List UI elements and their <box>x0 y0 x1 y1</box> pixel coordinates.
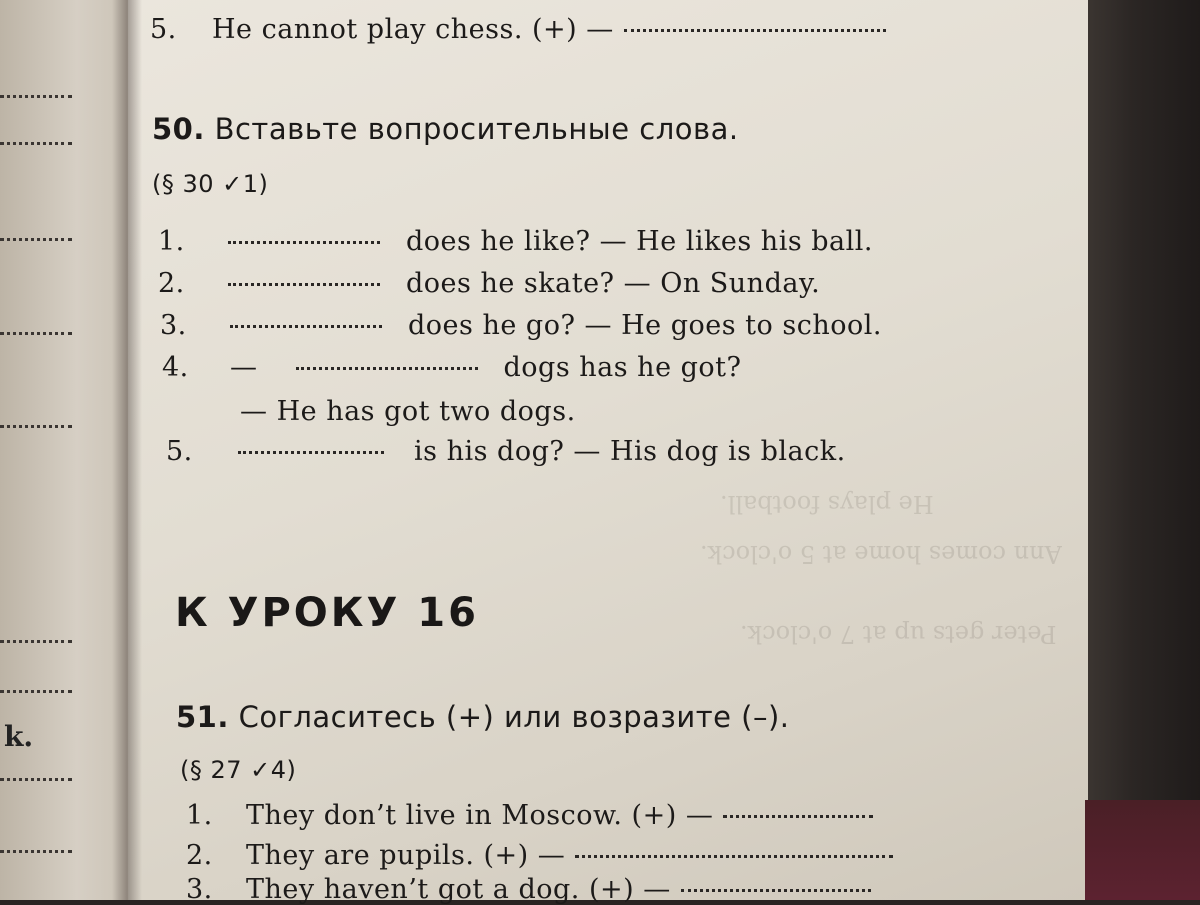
exercise-item <box>186 800 883 831</box>
item-number: 3. <box>160 310 187 341</box>
top-line <box>150 14 896 45</box>
exercise-item <box>186 874 881 905</box>
exercise-item <box>186 840 903 871</box>
left-dotted-line <box>0 238 72 241</box>
left-dotted-line <box>0 850 72 853</box>
show-through-text: Peter gets up at 7 o'clock. <box>740 620 1057 648</box>
item-number: 2. <box>158 268 185 299</box>
item-text: He cannot play chess. (+) — <box>212 14 614 45</box>
left-dotted-line <box>0 425 72 428</box>
item-text: dogs has he got? <box>503 352 742 383</box>
left-page-fragment: k. <box>4 720 34 753</box>
item-text: They don’t live in Moscow. (+) — <box>246 800 714 831</box>
exercise-item <box>166 436 846 467</box>
left-dotted-line <box>0 95 72 98</box>
item-number: 1. <box>158 226 185 257</box>
exercise-item <box>158 268 820 299</box>
exercise-item <box>158 226 873 257</box>
left-dotted-line <box>0 332 72 335</box>
answer-blank[interactable] <box>228 283 380 286</box>
lesson-heading: К УРОКУ 16 <box>175 590 479 636</box>
exercise-reference: (§ 27 ✓4) <box>180 756 297 784</box>
item-number: 5. <box>166 436 193 467</box>
left-dotted-line <box>0 778 72 781</box>
item-text: does he like? — He likes his ball. <box>406 226 874 257</box>
answer-blank[interactable] <box>624 29 886 32</box>
left-dotted-line <box>0 690 72 693</box>
show-through-text: He plays football. <box>720 490 934 518</box>
exercise-instruction: Вставьте вопросительные слова. <box>214 112 739 146</box>
answer-blank[interactable] <box>228 241 380 244</box>
answer-blank[interactable] <box>230 325 382 328</box>
item-number: 2. <box>186 840 213 871</box>
item-text: does he go? — He goes to school. <box>408 310 882 341</box>
answer-blank[interactable] <box>296 367 478 370</box>
item-text: is his dog? — His dog is black. <box>414 436 846 467</box>
show-through-text: Ann comes home at 5 o'clock. <box>700 540 1062 568</box>
item-number: 5. <box>150 14 177 45</box>
exercise-51-title <box>176 700 790 734</box>
exercise-number: 50. <box>152 112 205 146</box>
item-text: does he skate? — On Sunday. <box>406 268 821 299</box>
exercise-item <box>162 352 742 383</box>
item-text: They haven’t got a dog. (+) — <box>246 874 671 905</box>
left-dotted-line <box>0 640 72 643</box>
exercise-number: 51. <box>176 700 229 734</box>
left-dotted-line <box>0 142 72 145</box>
exercise-instruction: Согласитесь (+) или возразите (–). <box>238 700 790 734</box>
item-number: 3. <box>186 874 213 905</box>
item-number: 4. <box>162 352 189 383</box>
item-text: They are pupils. (+) — <box>246 840 566 871</box>
answer-blank[interactable] <box>681 889 871 892</box>
item-dash: — <box>230 352 258 383</box>
item-number: 1. <box>186 800 213 831</box>
exercise-item <box>160 310 882 341</box>
exercise-reference: (§ 30 ✓1) <box>152 170 269 198</box>
answer-blank[interactable] <box>723 815 873 818</box>
exercise-answer-line: — He has got two dogs. <box>240 396 576 427</box>
answer-blank[interactable] <box>575 855 893 858</box>
answer-blank[interactable] <box>238 451 384 454</box>
exercise-50-title <box>152 112 739 146</box>
